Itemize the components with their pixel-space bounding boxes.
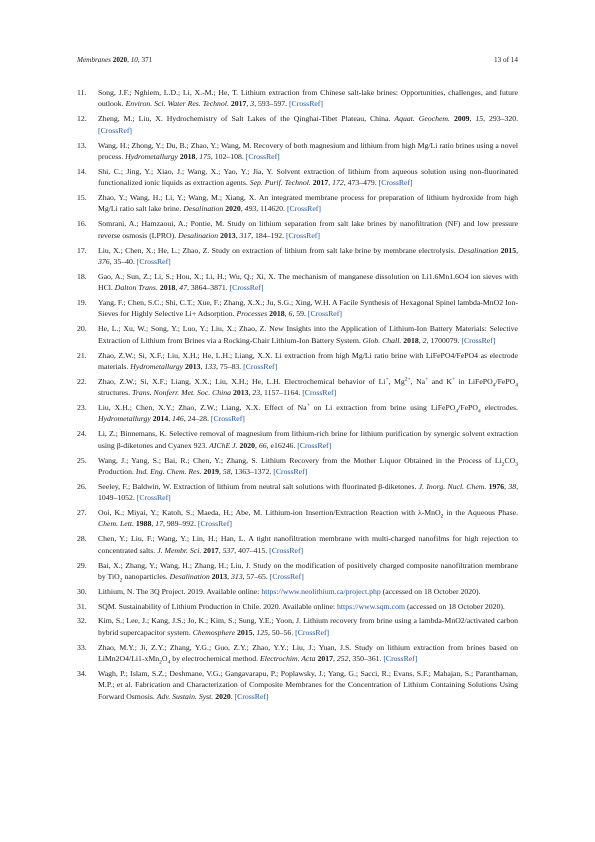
reference-text: Zhao, Z.W.; Si, X.F.; Liu, X.H.; He, L.H.; Liang, X.X. Li extraction from high Mg/Li ratio brine with LiFePO4/FePO4 as electrode materials. Hydrometallurgy 2013, 133, 75–83. [CrossRef] [98,350,518,371]
crossref-link[interactable]: [CrossRef] [197,519,232,529]
reference-item [77,428,518,451]
reference-text: Zhao, Z.W.; Si, X.F.; Liang, X.X.; Liu, X.H.; He, L.H. Electrochemical behavior of Li+, $Mg^{2+}$, Na+ and K+ in LiFePO$_4$/FePO$_4$ structures. Trans. Nonferr. Met. Soc. China 2013, 23, 1157–1164. [CrossRef] [98,376,518,398]
reference-number: 33. [77,642,87,652]
reference-number: 32. [77,616,87,626]
url-link[interactable]: https://www.sqm.com [337,601,405,611]
crossref-link[interactable]: [CrossRef] [269,545,304,555]
reference-item [77,533,518,556]
url-link[interactable]: https://www.neolithium.ca/project.php [261,586,381,596]
crossref-link[interactable]: [CrossRef] [378,178,413,188]
crossref-link[interactable]: [CrossRef] [245,151,280,161]
reference-text: Shi, C.; Jing, Y.; Xiao, J.; Wang, X.; Yao, Y.; Jia, Y. Solvent extraction of lithium from aqueous solution using non-fluorinated functionalized ionic liquids as extraction agents. Sep. Purif. Technol. 2017, 172, 473–479. [CrossRef] [98,166,518,188]
reference-text: Chen, Y.; Liu, F.; Wang, Y.; Lin, H.; Han, L. A tight nanofiltration membrane with multi-charged nanofilms for high rejection to concentrated salts. J. Membr. Sci. 2017, 537, 407–415. [CrossRef] [98,534,518,555]
reference-text: Kim, S.; Lee, J.; Kang, J.S.; Jo, K.; Kim, S.; Sung, Y.E.; Yoon, J. Lithium recovery from brine using a lambda-MnO2/activated carbon hybrid supercapacitor system. Chemosphere 2015, 125, 50–56. [CrossRef] [98,616,518,637]
reference-text: Song, J.F.; Nghiem, L.D.; Li, X.-M.; He, T. Lithium extraction from Chinese salt-lake brines: Opportunities, challenges, and future outlook. Environ. Sci. Water Res. Technol. 2017, 3, 593–597. [CrossRef] [98,88,518,109]
reference-number: 26. [77,481,87,491]
reference-number: 12. [77,114,87,124]
reference-text: Liu, X.H.; Chen, X.Y.; Zhao, Z.W.; Liang, X.X. Effect of Na+ on Li extraction from brine using LiFePO$_4$/FePO$_4$ electrodes. Hydrometallurgy 2014, 146, 24–28. [CrossRef] [98,402,518,424]
reference-number: 16. [77,219,87,229]
reference-text: Zhao, M.Y.; Ji, Z.Y.; Zhang, Y.G.; Guo, Z.Y.; Zhao, Y.Y.; Liu, J.; Yuan, J.S. Study on lithium extraction from brines based on $LiMn2O4/Li1-xMn_2O_4$ by electrochemical method. Electrochim. Acta 2017, 252, 350–361. [CrossRef] [98,642,518,666]
reference-item [77,245,518,268]
reference-number: 30. [77,586,87,596]
reference-number: 20. [77,324,87,334]
reference-text: Seeley, F.; Baldwin, W. Extraction of lithium from neutral salt solutions with fluorinated β-diketones. J. Inorg. Nucl. Chem. 1976, 38, 1049–1052. [CrossRef] [98,481,519,503]
reference-text: Lithium, N. The 3Q Project. 2019. Available online: https://www.neolithium.ca/project.php (accessed on 18 October 2020). [98,586,481,596]
reference-item [77,113,518,136]
reference-number: 22. [77,376,87,386]
journal-volume: 10 [130,56,138,64]
crossref-link[interactable]: [CrossRef] [286,204,321,214]
reference-number: 17. [77,245,87,255]
reference-text: SQM. Sustainability of Lithium Production in Chile. 2020. Available online: https://www.sqm.com (accessed on 18 October 2020). [98,601,505,611]
reference-item [77,601,518,612]
reference-item [77,507,518,530]
reference-number: 19. [77,298,87,307]
reference-item [77,481,518,504]
journal-name: Membranes [77,56,111,64]
reference-text: Zheng, M.; Liu, X. Hydrochemistry of Salt Lakes of the Qinghai-Tibet Plateau, China. Aquat. Geochem. 2009, 15, 293–320. [CrossRef] [98,114,519,135]
reference-text: Ooi, K.; Miyai, Y.; Katoh, S.; Maeda, H.; Abe, M. Lithium-ion Insertion/Extraction Reaction with λ-MnO$_2$ in the Aqueous Phase. Chem. Lett. 1988, 17, 989–992. [CrossRef] [98,508,519,529]
reference-number: 18. [77,271,87,281]
page-header [77,56,518,68]
reference-number: 21. [77,350,87,360]
crossref-link[interactable]: [CrossRef] [297,440,332,450]
reference-text: Wagh, P.; Islam, S.Z.; Deshmane, V.G.; Gangavarapu, P.; Poplawsky, J.; Yang, G.; Sacci, R.; Evans, S.F.; Mahajan, S.; Paranthaman, M.P.; et al. Fabrication and Characterization of Composite Membranes for the Concentration of Lithium Containing Solutions Using Forward Osmosis. Adv. Sustain. Syst. 2020. [CrossRef] [98,668,518,701]
crossref-link[interactable]: [CrossRef] [269,571,304,581]
crossref-link[interactable]: [CrossRef] [243,361,278,371]
crossref-link[interactable]: [CrossRef] [98,125,133,135]
crossref-link[interactable]: [CrossRef] [307,309,342,319]
crossref-link[interactable]: [CrossRef] [136,256,171,266]
reference-text: Zhao, Y.; Wang, H.; Li, Y.; Wang, M.; Xiang, X. An integrated membrane process for preparation of lithium hydroxide from high Mg/Li ratio salt lake brine. Desalination 2020, 493, 114620. [CrossRef] [98,193,518,214]
reference-number: 14. [77,166,87,176]
crossref-link[interactable]: [CrossRef] [273,466,308,476]
reference-number: 31. [77,601,87,611]
crossref-link[interactable]: [CrossRef] [234,691,269,701]
crossref-link[interactable]: [CrossRef] [229,283,264,293]
reference-item [77,376,518,399]
reference-number: 24. [77,429,87,439]
reference-item [77,297,518,320]
reference-item [77,323,518,346]
article-number: 371 [141,56,153,64]
reference-text: Li, Z.; Binnemans, K. Selective removal of magnesium from lithium-rich brine for lithium purification by synergic solvent extraction using β-diketones and Cyanex 923. AIChE J. 2020, 66, e16246. [CrossRef] [98,429,518,450]
reference-text: Yang, F.; Chen, S.C.; Shi, C.T.; Xue, F.; Zhang, X.X.; Ju, S.G.; Xing, W.H. A Facile Synthesis of Hexagonal Spinel lambda-MnO2 Ion-Sieves for Highly Selective Li+ Adsorption. Processes 2018, 6, 59. [CrossRef] [98,298,518,319]
reference-item [77,402,518,425]
reference-item [77,218,518,241]
reference-item [77,271,518,294]
reference-number: 13. [77,140,87,150]
crossref-link[interactable]: [CrossRef] [302,388,337,398]
crossref-link[interactable]: [CrossRef] [295,627,330,637]
reference-number: 25. [77,455,87,465]
reference-text: Gao, A.; Sun, Z.; Li, S.; Hou, X.; Li, H.; Wu, Q.; Xi, X. The mechanism of manganese dissolution on Li1.6Mn1.6O4 ion sieves with HCl. Dalton Trans. 2018, 47, 3864–3871. [CrossRef] [98,271,518,293]
reference-text: Liu, X.; Chen, X.; He, L.; Zhao, Z. Study on extraction of lithium from salt lake brine by membrane electrolysis. Desalination 2015, 376, 35–40. [CrossRef] [98,245,518,266]
reference-item [77,166,518,189]
reference-list [77,87,518,706]
journal-citation: Membranes 2020, 10, 371 [77,56,153,64]
reference-item [77,560,518,583]
reference-number: 34. [77,668,87,678]
reference-number: 29. [77,560,87,570]
reference-number: 28. [77,534,87,544]
reference-item [77,140,518,163]
reference-text: Somrani, A.; Hamzaoui, A.; Pontie, M. Study on lithium separation from salt lake brines by nanofiltration (NF) and low pressure reverse osmosis (LPRO). Desalination 2013, 317, 184–192. [CrossRef] [98,219,518,240]
crossref-link[interactable]: [CrossRef] [210,414,245,424]
crossref-link[interactable]: [CrossRef] [288,99,323,109]
reference-number: 27. [77,508,87,517]
journal-year: 2020 [112,56,128,64]
reference-text: Wang, H.; Zhong, Y.; Du, B.; Zhao, Y.; Wang, M. Recovery of both magnesium and lithium from high Mg/Li ratio brines using a novel process. Hydrometallurgy 2018, 175, 102–108. [CrossRef] [98,140,518,161]
reference-number: 15. [77,193,87,202]
reference-number: 23. [77,403,87,412]
reference-item [77,668,518,702]
reference-item [77,615,518,638]
reference-item [77,192,518,215]
reference-item [77,87,518,110]
crossref-link[interactable]: [CrossRef] [285,230,320,240]
reference-text: Wang, J.; Yang, S.; Bai, R.; Chen, Y.; Zhang, S. Lithium Recovery from the Mother Liquor Obtained in the Process of $Li_2CO_3$ Production. Ind. Eng. Chem. Res. 2019, 58, 1363–1372. [CrossRef] [98,455,518,476]
crossref-link[interactable]: [CrossRef] [136,493,171,503]
crossref-link[interactable]: [CrossRef] [461,335,496,345]
reference-item [77,642,518,665]
reference-text: He, L.; Xu, W.; Song, Y.; Luo, Y.; Liu, X.; Zhao, Z. New Insights into the Application of Lithium-Ion Battery Materials: Selective Extraction of Lithium from Brines via a Rocking-Chair Lithium-Ion Battery System. Glob. Chall. 2018, 2, 1700079. [CrossRef] [98,324,518,345]
reference-number: 11. [77,88,87,97]
reference-item [77,586,518,597]
reference-text: Bai, X.; Zhang, Y.; Wang, H.; Zhang, H.; Liu, J. Study on the modification of positively charged composite nanofiltration membrane by TiO$_2$ nanoparticles. Desalination 2013, 313, 57–65. [CrossRef] [98,560,518,584]
reference-item [77,350,518,373]
crossref-link[interactable]: [CrossRef] [383,654,418,664]
page-number: 13 of 14 [494,56,518,64]
reference-item [77,455,518,478]
